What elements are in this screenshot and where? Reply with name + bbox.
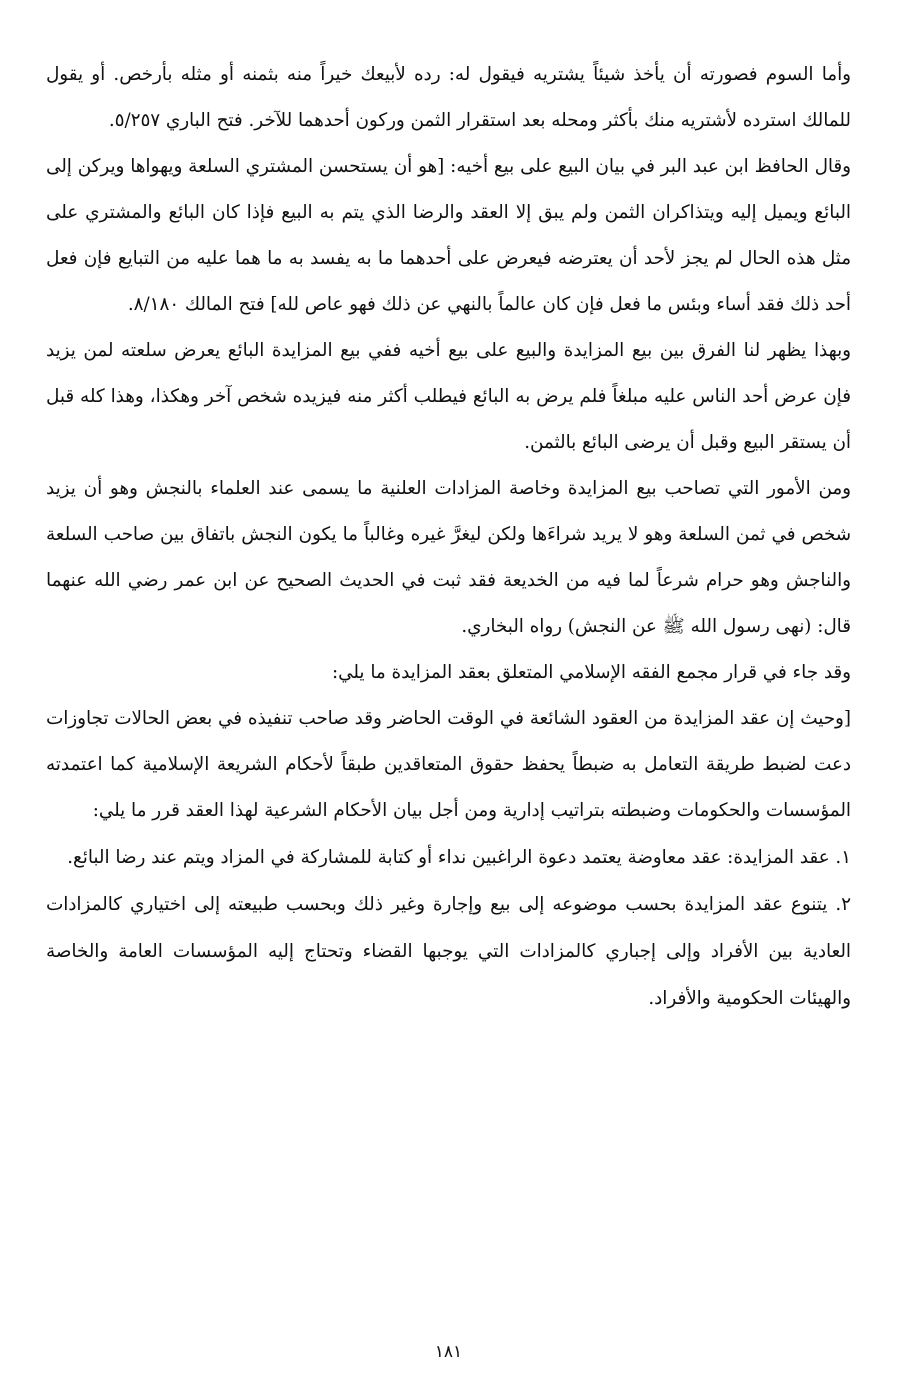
paragraph-sawm-definition: وأما السوم فصورته أن يأخذ شيئاً يشتريه فيقول له: رده لأبيعك خيراً منه بثمنه أو مثله بأرخص. أو يقول للمالك استرده لأشتريه منك بأكثر ومحله بعد استقرار الثمن وركون أحدهما للآخر. فتح الباري ٥/٢٥٧. xyxy=(46,64,851,131)
page-body xyxy=(46,52,851,1022)
paragraph-najsh: ومن الأمور التي تصاحب بيع المزايدة وخاصة المزادات العلنية ما يسمى عند العلماء بالنجش وهو أن يزيد شخص في ثمن السلعة وهو لا يريد شراءَها ولكن ليغرَّ غيره وغالباً ما يكون النجش باتفاق بين صاحب السلعة والناجش وهو حرام شرعاً لما فيه من الخديعة فقد ثبت في الحديث الصحيح عن ابن عمر رضي الله عنهما قال: (نهى رسول الله ﷺ عن النجش) رواه البخاري. xyxy=(46,478,851,637)
list-item-2: ٢. يتنوع عقد المزايدة بحسب موضوعه إلى بيع وإجارة وغير ذلك وبحسب طبيعته إلى اختياري كالمزادات العادية بين الأفراد وإلى إجباري كالمزادات التي يوجبها القضاء وتحتاج إليه المؤسسات العامة والخاصة والهيئات الحكومية والأفراد. xyxy=(46,894,851,1009)
list-item-1: ١. عقد المزايدة: عقد معاوضة يعتمد دعوة الراغبين نداء أو كتابة للمشاركة في المزاد ويتم عند رضا البائع. xyxy=(67,847,851,868)
page-number: ١٨١ xyxy=(434,1342,463,1362)
paragraph-auction-difference: وبهذا يظهر لنا الفرق بين بيع المزايدة والبيع على بيع أخيه ففي بيع المزايدة البائع يعرض سلعته لمن يزيد فإن عرض أحد الناس عليه مبلغاً فلم يرض به البائع فيطلب أكثر منه فيزيده شخص آخر وهكذا، وهذا كله قبل أن يستقر البيع وقبل أن يرضى البائع بالثمن. xyxy=(46,340,851,453)
paragraph-fiqh-council-resolution: [وحيث إن عقد المزايدة من العقود الشائعة في الوقت الحاضر وقد صاحب تنفيذه في بعض الحالات تجاوزات دعت لضبط طريقة التعامل به ضبطاً يحفظ حقوق المتعاقدين طبقاً لأحكام الشريعة الإسلامية كما اعتمدته المؤسسات والحكومات وضبطته بتراتيب إدارية ومن أجل بيان الأحكام الشرعية لهذا العقد قرر ما يلي: xyxy=(46,708,851,821)
paragraph-ibn-abd-al-barr-quote: وقال الحافظ ابن عبد البر في بيان البيع على بيع أخيه: [هو أن يستحسن المشتري السلعة ويهواها ويركن إلى البائع ويميل إليه ويتذاكران الثمن ولم يبق إلا العقد والرضا الذي يتم به البيع فإذا كان البائع والمشتري على مثل هذه الحال لم يجز لأحد أن يعترضه فيعرض على أحدهما ما به يفسد به ما هما عليه من التبايع فإن فعل أحد ذلك فقد أساء وبئس ما فعل فإن كان عالماً بالنهي عن ذلك فهو عاص لله] فتح المالك ٨/١٨٠. xyxy=(46,156,851,315)
paragraph-fiqh-council-intro: وقد جاء في قرار مجمع الفقه الإسلامي المتعلق بعقد المزايدة ما يلي: xyxy=(331,662,851,683)
